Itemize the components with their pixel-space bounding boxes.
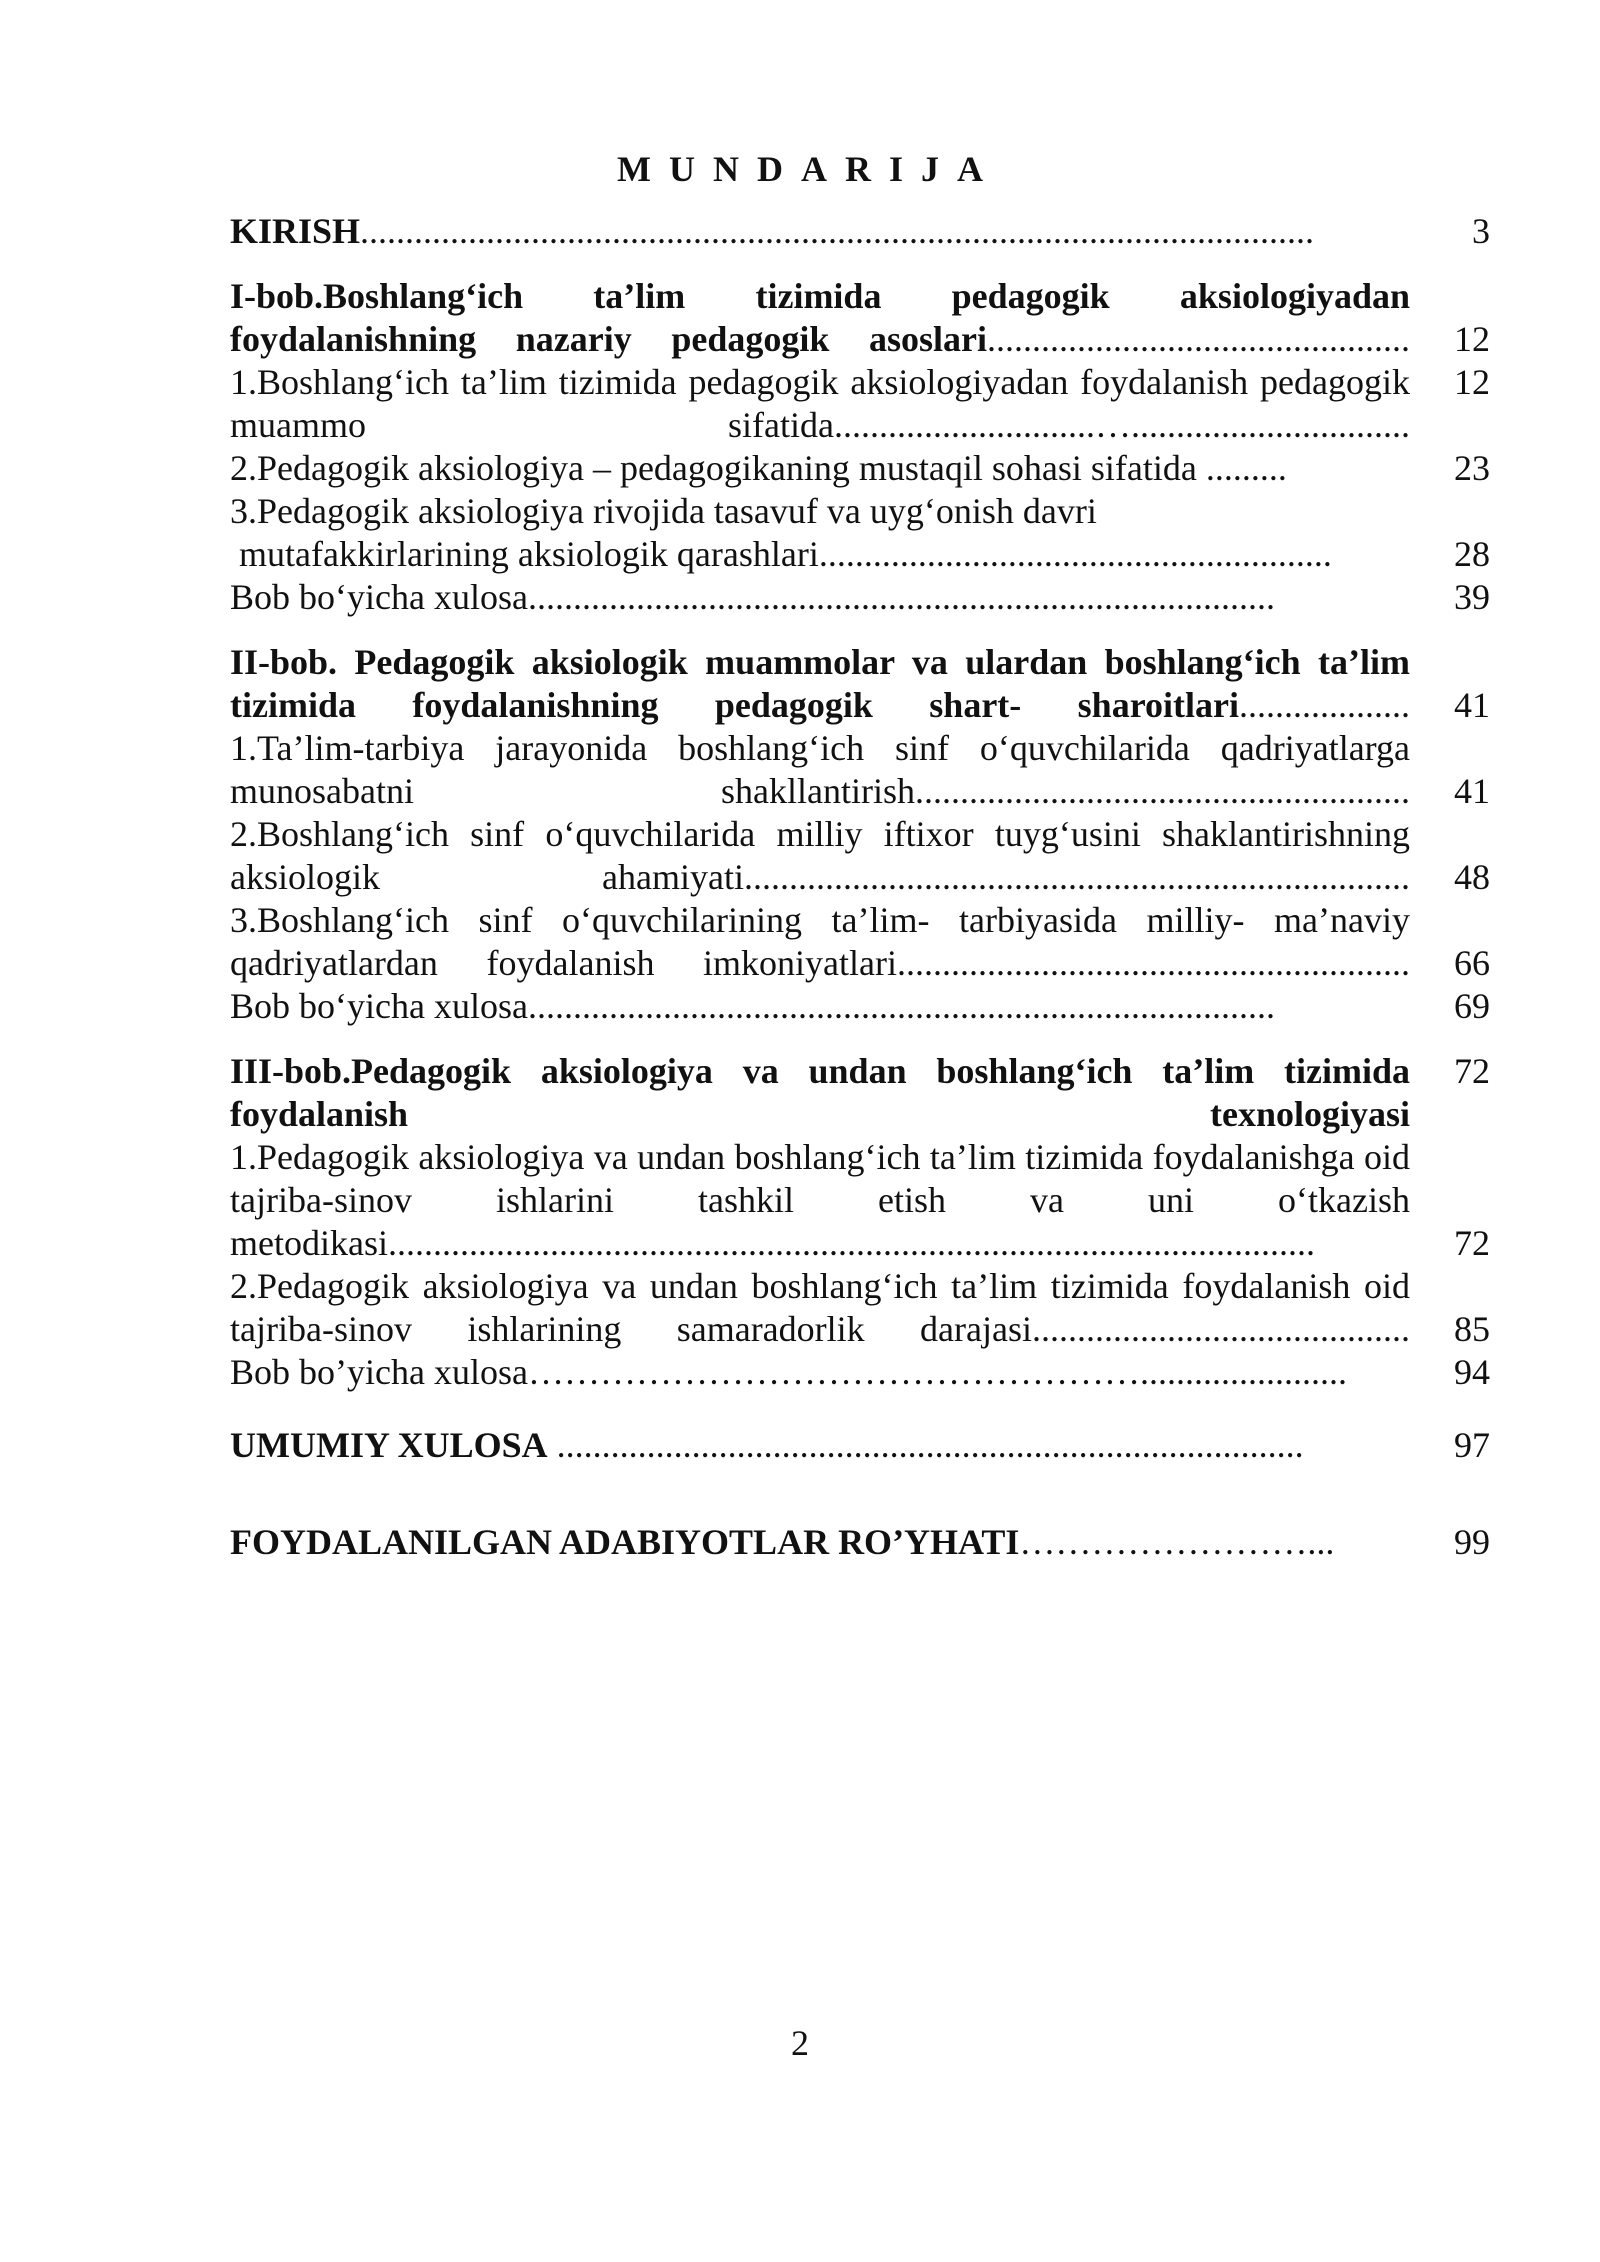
toc-entry-title: Bob bo’yicha xulosa <box>230 1352 528 1392</box>
toc-page-number: 3 <box>1472 211 1490 251</box>
toc-entry-title: III-bob.Pedagogik aksiologiya va undan boshlang‘ich ta’lim tizimida foydalanish texnologiyasi <box>230 1051 1410 1134</box>
toc-page-number: 39 <box>1454 577 1490 617</box>
toc-page-number: 85 <box>1454 1309 1490 1349</box>
table-of-contents <box>230 210 1490 1564</box>
toc-entry-title: 2.Pedagogik aksiologiya va undan boshlang‘ich ta’lim tizimida foydalanish oid tajriba-sinov ishlarining samaradorlik darajasi <box>230 1266 1410 1349</box>
toc-page-number: 69 <box>1454 986 1490 1026</box>
toc-entry-section-2-3[interactable] <box>230 899 1490 985</box>
toc-leader-dots: .......................................................................... <box>744 857 1410 897</box>
toc-page-number: 66 <box>1454 943 1490 983</box>
toc-page-number: 23 <box>1454 448 1490 488</box>
toc-entry-title: KIRISH <box>230 211 361 251</box>
toc-leader-dots: ……………………………………………....................... <box>527 1352 1347 1392</box>
toc-page-number: 97 <box>1454 1425 1490 1465</box>
toc-page-number: 94 <box>1454 1352 1490 1392</box>
page-number: 2 <box>791 2023 809 2063</box>
toc-entry-chapter-3[interactable] <box>230 1050 1490 1136</box>
toc-page-number: 72 <box>1454 1223 1490 1263</box>
toc-leader-dots: .......................................................................................................... <box>360 211 1315 251</box>
toc-entry-references[interactable] <box>230 1521 1490 1564</box>
toc-entry-title: II-bob. Pedagogik aksiologik muammolar va ulardan boshlang‘ich ta’lim tizimida foydalanishning pedagogik shart- sharoitlari <box>230 642 1410 725</box>
toc-page-number: 28 <box>1454 534 1490 574</box>
toc-entry-section-1-2[interactable] <box>230 447 1490 490</box>
toc-entry-title: I-bob.Boshlang‘ich ta’lim tizimida pedagogik aksiologiyadan foydalanishning nazariy pedagogik asoslari <box>230 276 1410 359</box>
toc-entry-section-1-3-line-1[interactable] <box>230 490 1490 533</box>
toc-leader-dots: ....................................................... <box>915 771 1410 811</box>
toc-entry-chapter-1[interactable] <box>230 275 1490 361</box>
toc-leader-dots: ................................................................................... <box>527 577 1275 617</box>
toc-entry-section-2-1[interactable] <box>230 727 1490 813</box>
toc-leader-dots: ................... <box>1239 685 1410 725</box>
toc-entry-chapter-3-summary[interactable] <box>230 1351 1490 1394</box>
toc-leader-dots: ............................................... <box>987 319 1410 359</box>
toc-leader-dots: .......................................... <box>1032 1309 1410 1349</box>
toc-entry-title: UMUMIY XULOSA <box>230 1425 548 1465</box>
toc-page-number: 41 <box>1454 685 1490 725</box>
toc-leader-dots: ................................................................................... <box>547 1425 1304 1465</box>
toc-entry-chapter-1-summary[interactable] <box>230 576 1490 619</box>
toc-entry-title: 1.Ta’lim-tarbiya jarayonida boshlang‘ich sinf o‘quvchilarida qadriyatlarga munosabatni shakllantirish <box>230 728 1410 811</box>
toc-page-number: 12 <box>1454 319 1490 359</box>
toc-entry-section-3-2[interactable] <box>230 1265 1490 1351</box>
toc-entry-section-3-1[interactable] <box>230 1136 1490 1265</box>
toc-leader-dots: ................................................................................... <box>527 986 1275 1026</box>
page-title: MUNDARIJA <box>617 149 1001 189</box>
toc-entry-title: 1.Boshlang‘ich ta’lim tizimida pedagogik aksiologiyadan foydalanish pedagogik muammo sifatida <box>230 362 1410 445</box>
toc-entry-kirish[interactable] <box>230 210 1490 253</box>
toc-leader-dots: ......................................................... <box>897 943 1410 983</box>
toc-entry-title: mutafakkirlarining aksiologik qarashlari <box>239 534 819 574</box>
toc-entry-section-1-3-line-2[interactable] <box>230 533 1490 576</box>
toc-entry-section-1-1[interactable] <box>230 361 1490 447</box>
toc-page-number: 72 <box>1454 1051 1490 1091</box>
toc-page-number: 99 <box>1454 1522 1490 1562</box>
toc-entry-chapter-2-summary[interactable] <box>230 985 1490 1028</box>
toc-entry-title: 2.Boshlang‘ich sinf o‘quvchilarida milliy iftixor tuyg‘usini shaklantirishning aksiologik ahamiyati <box>230 814 1410 897</box>
toc-entry-title: 3.Boshlang‘ich sinf o‘quvchilarining ta’lim- tarbiyasida milliy- ma’naviy qadriyatlardan foydalanish imkoniyatlari <box>230 900 1410 983</box>
toc-entry-section-2-2[interactable] <box>230 813 1490 899</box>
toc-entry-conclusion[interactable] <box>230 1424 1490 1467</box>
toc-entry-chapter-2[interactable] <box>230 641 1490 727</box>
toc-entry-title: 3.Pedagogik aksiologiya rivojida tasavuf va uyg‘onish davri <box>230 491 1097 531</box>
toc-entry-title: FOYDALANILGAN ADABIYOTLAR RO’YHATI <box>230 1522 1020 1562</box>
toc-page-number: 48 <box>1454 857 1490 897</box>
toc-entry-title: 1.Pedagogik aksiologiya va undan boshlang‘ich ta’lim tizimida foydalanishga oid tajriba-sinov ishlarini tashkil etish va uni o‘tkazish metodikasi <box>230 1137 1410 1263</box>
toc-entry-title: 2.Pedagogik aksiologiya – pedagogikaning mustaqil sohasi sifatida <box>230 448 1197 488</box>
toc-leader-dots: ……………………... <box>1019 1522 1335 1562</box>
toc-leader-dots: ....................................................................................................... <box>387 1223 1315 1263</box>
toc-leader-dots: ......... <box>1196 448 1287 488</box>
toc-entry-title: Bob bo‘yicha xulosa <box>230 986 528 1026</box>
toc-page-number: 41 <box>1454 771 1490 811</box>
toc-leader-dots: ......................................................... <box>818 534 1332 574</box>
toc-page-number: 12 <box>1454 362 1490 402</box>
toc-entry-title: Bob bo‘yicha xulosa <box>230 577 528 617</box>
toc-leader-dots: .............................…............................... <box>834 405 1410 445</box>
